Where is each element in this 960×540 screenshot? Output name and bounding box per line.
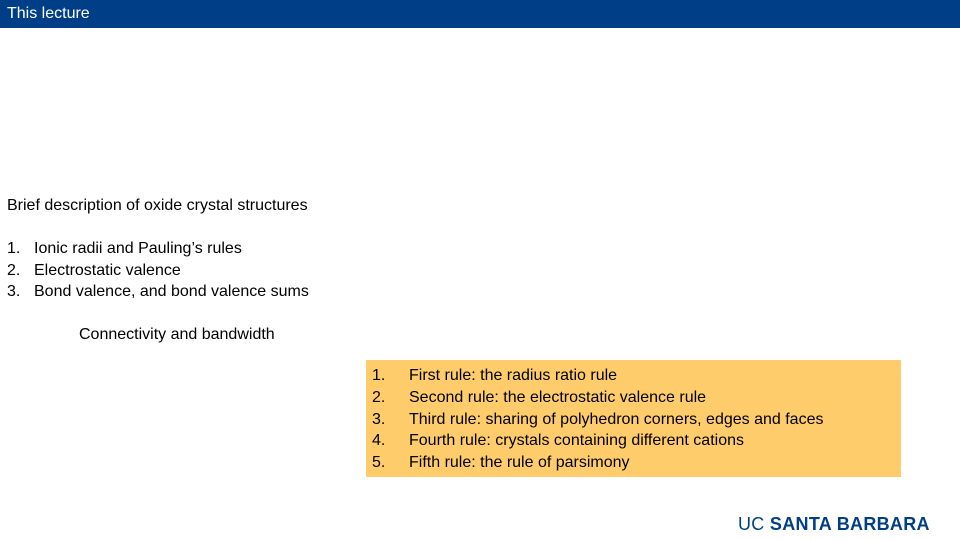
rule-number: 1. <box>372 367 386 384</box>
rule-text: Third rule: sharing of polyhedron corners, edges and faces <box>409 410 824 428</box>
list-text: Electrostatic valence <box>34 261 181 279</box>
rule-text: Fifth rule: the rule of parsimony <box>409 454 630 472</box>
list-number: 2. <box>7 261 21 279</box>
list-item <box>7 238 309 260</box>
rule-number: 3. <box>372 410 386 428</box>
rule-item <box>372 409 823 431</box>
rule-text: Fourth rule: crystals containing different cations <box>409 432 744 450</box>
list-number: 3. <box>7 283 21 300</box>
list-item <box>7 281 309 303</box>
list-text: Ionic radii and Pauling’s rules <box>34 240 242 257</box>
rule-number: 2. <box>372 388 386 406</box>
rule-item <box>372 430 823 452</box>
list-item <box>7 260 309 282</box>
title-bar <box>0 0 960 28</box>
rule-item <box>372 387 823 409</box>
rule-item <box>372 365 823 387</box>
list-text: Bond valence, and bond valence sums <box>34 283 309 300</box>
rule-item <box>372 452 823 474</box>
logo-uc: UC <box>738 514 765 534</box>
rule-text: First rule: the radius ratio rule <box>409 367 618 384</box>
rule-text: Second rule: the electrostatic valence rule <box>409 388 707 406</box>
ucsb-logo <box>738 513 930 535</box>
logo-name: SANTA BARBARA <box>769 514 930 534</box>
pauling-rules-box <box>366 360 901 477</box>
slide-title: This lecture <box>7 5 90 22</box>
rule-number: 5. <box>372 454 386 472</box>
sub-topic-text: Connectivity and bandwidth <box>79 326 275 343</box>
list-number: 1. <box>7 240 21 257</box>
rules-list <box>372 365 823 474</box>
intro-text: Brief description of oxide crystal structures <box>7 197 308 214</box>
rule-number: 4. <box>372 432 386 450</box>
topic-list <box>7 238 309 303</box>
